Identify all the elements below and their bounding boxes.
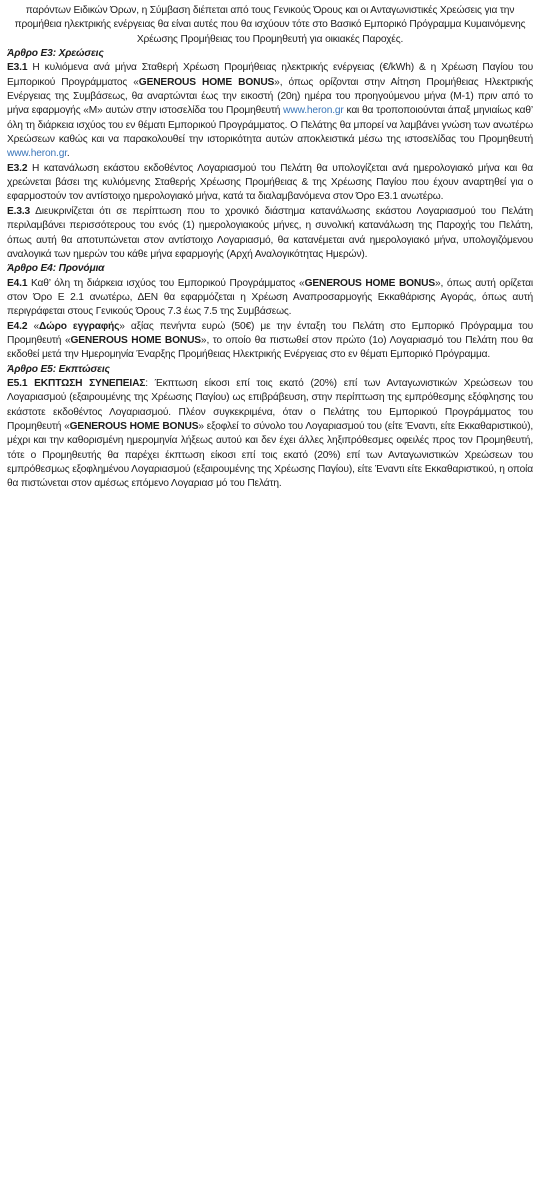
program-name: GENEROUS HOME BONUS xyxy=(70,334,201,346)
article-e3-heading: Άρθρο Ε3: Χρεώσεις xyxy=(7,48,104,60)
program-name: GENEROUS HOME BONUS xyxy=(138,76,275,88)
clause-e4-2: Ε4.2 «Δώρο εγγραφής» αξίας πενήντα ευρώ (50€) με την ένταξη του Πελάτη στο Εμπορικό Πρόγραμμα του Προμηθευτή «GENEROUS HOME BONUS», το οποίο θα πιστωθεί στον πρώτο (1ο) Λογαριασμό του Πελάτη που θα εκδοθεί μετά την Ημερομηνία Έναρξης Προμήθειας Ηλεκτρικής Ενέργειας στο εν θέματι Εμπορικό Πρόγραμμα. xyxy=(7,320,534,361)
intro-paragraph: παρόντων Ειδικών Όρων, η Σύμβαση διέπεται από τους Γενικούς Όρους και οι Ανταγωνιστικές Χρεώσεις για την προμήθεια ηλεκτρικής ενέργειας θα είναι αυτές που θα ισχύουν τότε στο Βασικό Εμπορικό Πρόγραμμα Κυμαινόμενης Χρέωσης Προμήθειας του Προμηθευτή για οικιακές Παροχές. xyxy=(14,5,526,45)
clause-label: Ε3.1 xyxy=(7,62,28,74)
gift-label: Δώρο εγγραφής xyxy=(38,320,120,332)
article-e5-heading: Άρθρο Ε5: Εκπτώσεις xyxy=(7,363,110,375)
program-name: GENEROUS HOME BONUS xyxy=(69,420,199,432)
clause-e3-1: Ε3.1 Η κυλιόμενα ανά μήνα Σταθερή Χρέωση Προμήθειας ηλεκτρικής ενέργειας (€/kWh) & η Χρέωση Παγίου του Εμπορικού Προγράμματος «GENEROUS HOME BONUS», όπως ορίζονται στην Αίτηση Προμήθειας Ηλεκτρικής Ενέργειας της Συμβάσεως, θα αναρτώνται έως την εικοστή (20η) ημέρα του προηγούμενου μήνα (Μ-1) πριν από το μήνα εφαρμογής «Μ» αυτών στην ιστοσελίδα του Προμηθευτή www.heron.gr και θα τροποποιούνται άπαξ μηνιαίως καθ’ όλη τη διάρκεια ισχύος του εν θέματι Εμπορικού Προγράμματος. Ο Πελάτης θα μπορεί να λαμβάνει γνώση των ανωτέρω Χρεώσεων καθώς και να παρακολουθεί την ιστορικότητα αυτών αποκλειστικά μέσω της ιστοσελίδας του Προμηθευτή www.heron.gr. xyxy=(7,62,533,160)
clause-e3-3: Ε.3.3 Διευκρινίζεται ότι σε περίπτωση που το χρονικό διάστημα κατανάλωσης εκάστου Λογαριασμού του Πελάτη περιλαμβάνει περισσότερους του ενός (1) ημερολογιακούς μήνες, η συνολική κατανάλωση της Παροχής του Πελάτη, όπως αυτή θα αποτυπώνεται στον αντίστοιχο Λογαριασμό, θα κατανέμεται ανά ημερολογιακό μήνα, υπολογιζόμενου αναλογικά των ημερών του κάθε μήνα εφαρμογής (Αρχή Αναλογικότητας Ημερών). xyxy=(7,205,533,260)
program-name: GENEROUS HOME BONUS xyxy=(304,277,435,289)
heron-link[interactable]: www.heron.gr xyxy=(283,105,344,117)
article-e4-heading: Άρθρο Ε4: Προνόμια xyxy=(7,263,105,275)
clause-e3-2: Ε3.2 Η κατανάλωση εκάστου εκδοθέντος Λογαριασμού του Πελάτη θα υπολογίζεται ανά ημερολογιακό μήνα και θα χρεώνεται βάσει της κυλιόμενης Σταθερής Χρέωσης Προμήθειας & της Χρέωσης Παγίου που έχουν αναρτηθεί για ο εφαρμοστούν τον αντίστοιχο ημερολογιακό μήνα, κατά τα διαλαμβανόμενα στον Όρο Ε3.1 ανωτέρω. xyxy=(7,162,533,203)
heron-link[interactable]: www.heron.gr xyxy=(7,148,67,160)
document-page xyxy=(7,4,533,492)
clause-e4-1: Ε4.1 Καθ’ όλη τη διάρκεια ισχύος του Εμπορικού Προγράμματος «GENEROUS HOME BONUS», όπως αυτή ορίζεται στον Όρο Ε 2.1 ανωτέρω, ΔΕΝ θα εφαρμόζεται η Χρέωση Αναπροσαρμογής Εκκαθάρισης Αγοράς, όπως αυτή περιγράφεται στους Γενικούς Όρους 7.3 έως 7.5 της Συμβάσεως. xyxy=(7,277,533,318)
clause-label: Ε5.1 ΕΚΠΤΩΣΗ ΣΥΝΕΠΕΙΑΣ xyxy=(7,377,146,389)
clause-label: Ε3.2 xyxy=(7,162,28,174)
clause-e5-1: Ε5.1 ΕΚΠΤΩΣΗ ΣΥΝΕΠΕΙΑΣ: Έκπτωση είκοσι επί τοις εκατό (20%) επί των Ανταγωνιστικών Χρεώσεων του Λογαριασμού (εξαιρουμένης της Χρέωσης Παγίου) ως επιβράβευση, στην περίπτωση της εμπρόθεσμης εξόφλησης του εκάστοτε εκδοθέντος Λογαριασμού. Πλέον συγκεκριμένα, όταν ο Πελάτης του Εμπορικού Προγράμματος του Προμηθευτή «GENEROUS HOME BONUS» εξοφλεί το σύνολο του Λογαριασμού του (είτε Έναντι, είτε Εκκαθαριστικού), μέχρι και την καθορισμένη ημερομηνία λήξεως αυτού και δεν έχει άλλες ληξιπρόθεσμες οφειλές προς τον Προμηθευτή, τότε ο Προμηθευτής θα παρέχει έκπτωση είκοσι επί τοις εκατό (20%) επί των Ανταγωνιστικών Χρεώσεων του εμπρόθεσμως εξοφλημένου Λογαριασμού (εξαιρουμένης της Χρέωσης Παγίου), είτε Έναντι είτε Εκκαθαριστικού, η οποία θα πιστώνεται στον αμέσως επόμενο Λογαριασ μό του Πελάτη. xyxy=(7,377,533,490)
clause-label: Ε.3.3 xyxy=(7,205,31,217)
clause-label: Ε4.2 xyxy=(7,320,28,332)
clause-label: Ε4.1 xyxy=(7,277,28,289)
